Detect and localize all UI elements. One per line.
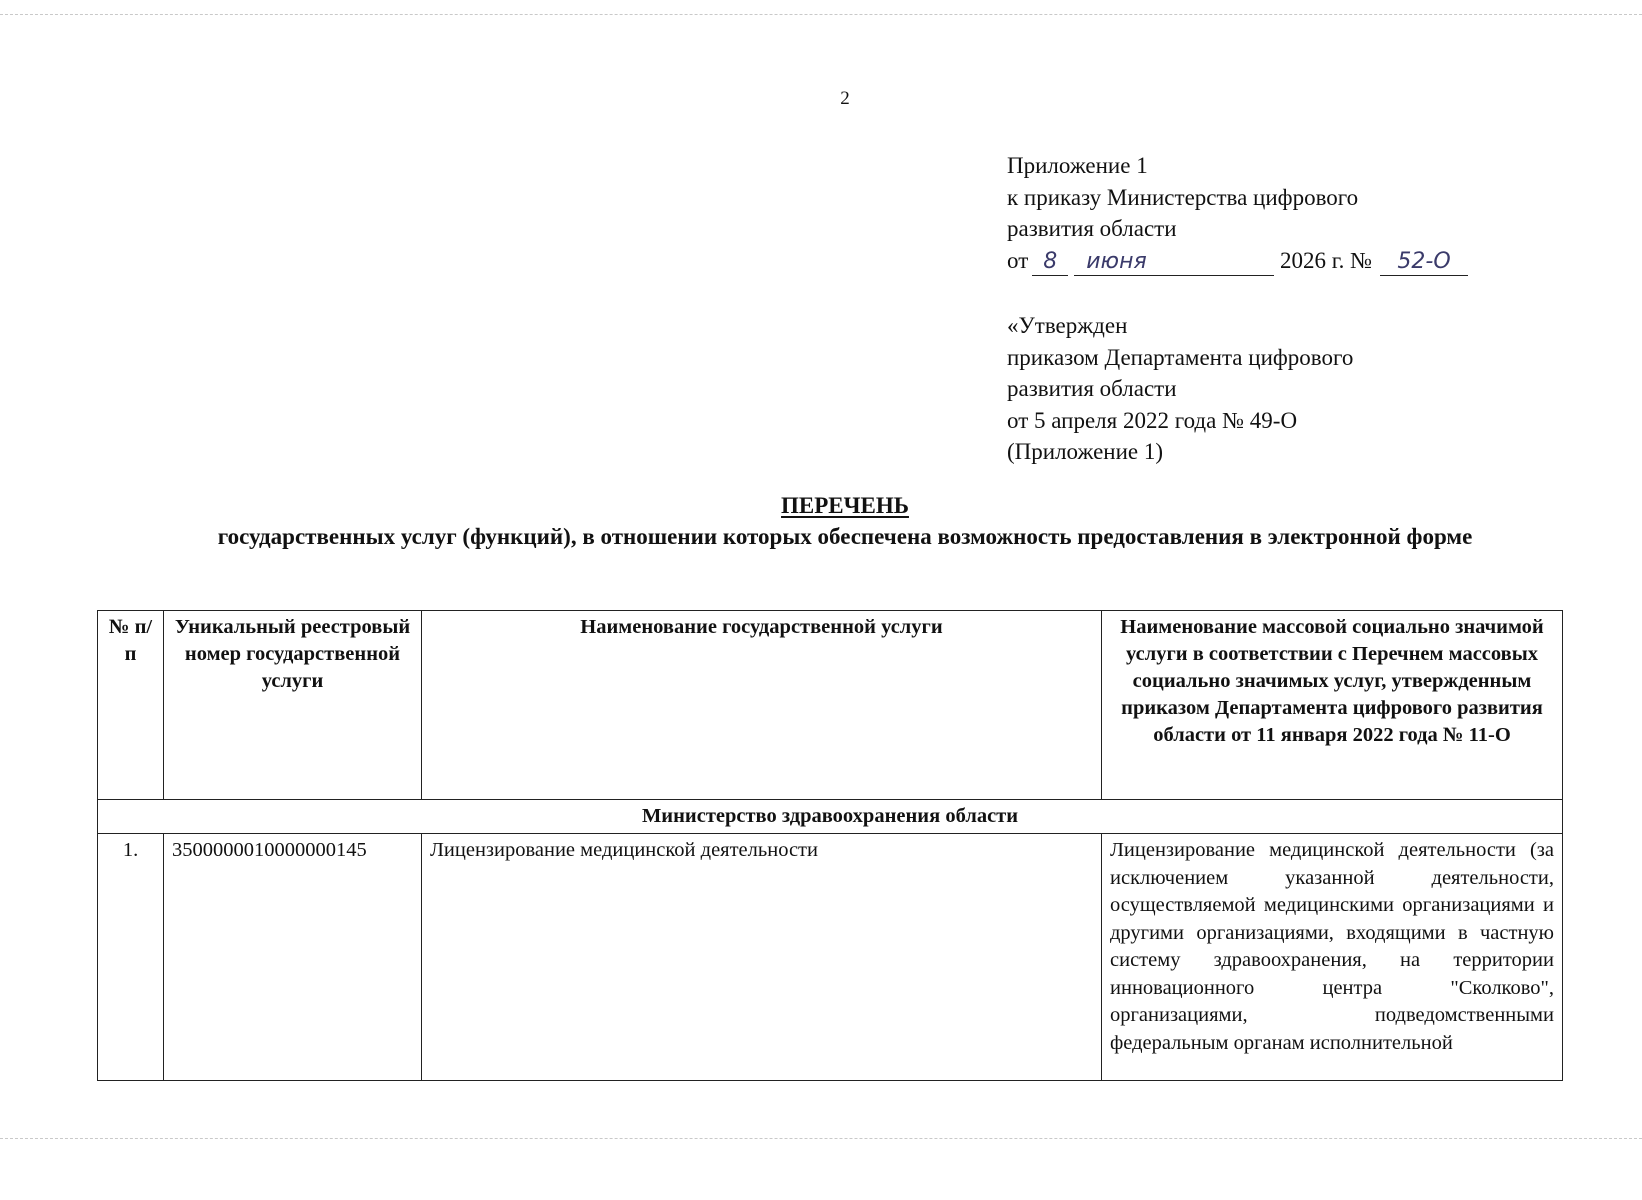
approved-line-1: «Утвержден bbox=[1007, 313, 1128, 338]
scan-artifact-top bbox=[0, 14, 1642, 15]
appendix-date-line bbox=[1007, 245, 1468, 277]
scan-artifact-bottom bbox=[0, 1138, 1642, 1139]
date-prefix: от bbox=[1007, 247, 1029, 273]
handwritten-day: 8 bbox=[1032, 249, 1068, 276]
header-registry: Уникальный реестровый номер государственной услуги bbox=[164, 611, 422, 800]
page-number: 2 bbox=[840, 88, 850, 109]
approved-line-4: от 5 апреля 2022 года № 49-О bbox=[1007, 407, 1298, 433]
header-name: Наименование государственной услуги bbox=[422, 611, 1102, 800]
table-header-row bbox=[98, 611, 1563, 800]
header-mass: Наименование массовой социально значимой услуги в соответствии с Перечнем массовых социально значимых услуг, утвержденным приказом Департамента цифрового развития области от 11 января 2022 года № 11-О bbox=[1102, 611, 1563, 800]
appendix-line-1: Приложение 1 bbox=[1007, 153, 1148, 178]
section-row bbox=[98, 800, 1563, 834]
approved-line-3: развития области bbox=[1007, 376, 1177, 401]
row-registry: 3500000010000000145 bbox=[164, 834, 422, 1081]
title-subtitle: государственных услуг (функций), в отношении которых обеспечена возможность предоставления в электронной форме bbox=[217, 524, 1473, 549]
appendix-header bbox=[1007, 150, 1468, 276]
handwritten-month: июня bbox=[1074, 249, 1274, 276]
approved-line-2: приказом Департамента цифрового bbox=[1007, 344, 1354, 370]
title-main: ПЕРЕЧЕНЬ bbox=[781, 493, 909, 518]
document-title bbox=[115, 490, 1575, 552]
appendix-line-3: развития области bbox=[1007, 216, 1177, 241]
section-title: Министерство здравоохранения области bbox=[98, 800, 1563, 834]
table-row bbox=[98, 834, 1563, 1081]
row-mass: Лицензирование медицинской деятельности (за исключением указанной деятельности, осуществляемой медицинскими организациями и другими организациями, входящими в частную систему здравоохранения, на территории инновационного центра "Сколково", организациями, подведомственными федеральным органам исполнительной bbox=[1102, 834, 1563, 1081]
services-table bbox=[97, 610, 1563, 1081]
approved-header bbox=[1007, 310, 1353, 468]
date-year: 2026 г. № bbox=[1280, 247, 1373, 273]
appendix-line-2: к приказу Министерства цифрового bbox=[1007, 184, 1359, 210]
approved-line-5: (Приложение 1) bbox=[1007, 439, 1164, 464]
row-num: 1. bbox=[98, 834, 164, 1081]
row-name: Лицензирование медицинской деятельности bbox=[422, 834, 1102, 1081]
handwritten-order-number: 52-О bbox=[1380, 249, 1468, 276]
header-num: № п/п bbox=[98, 611, 164, 800]
